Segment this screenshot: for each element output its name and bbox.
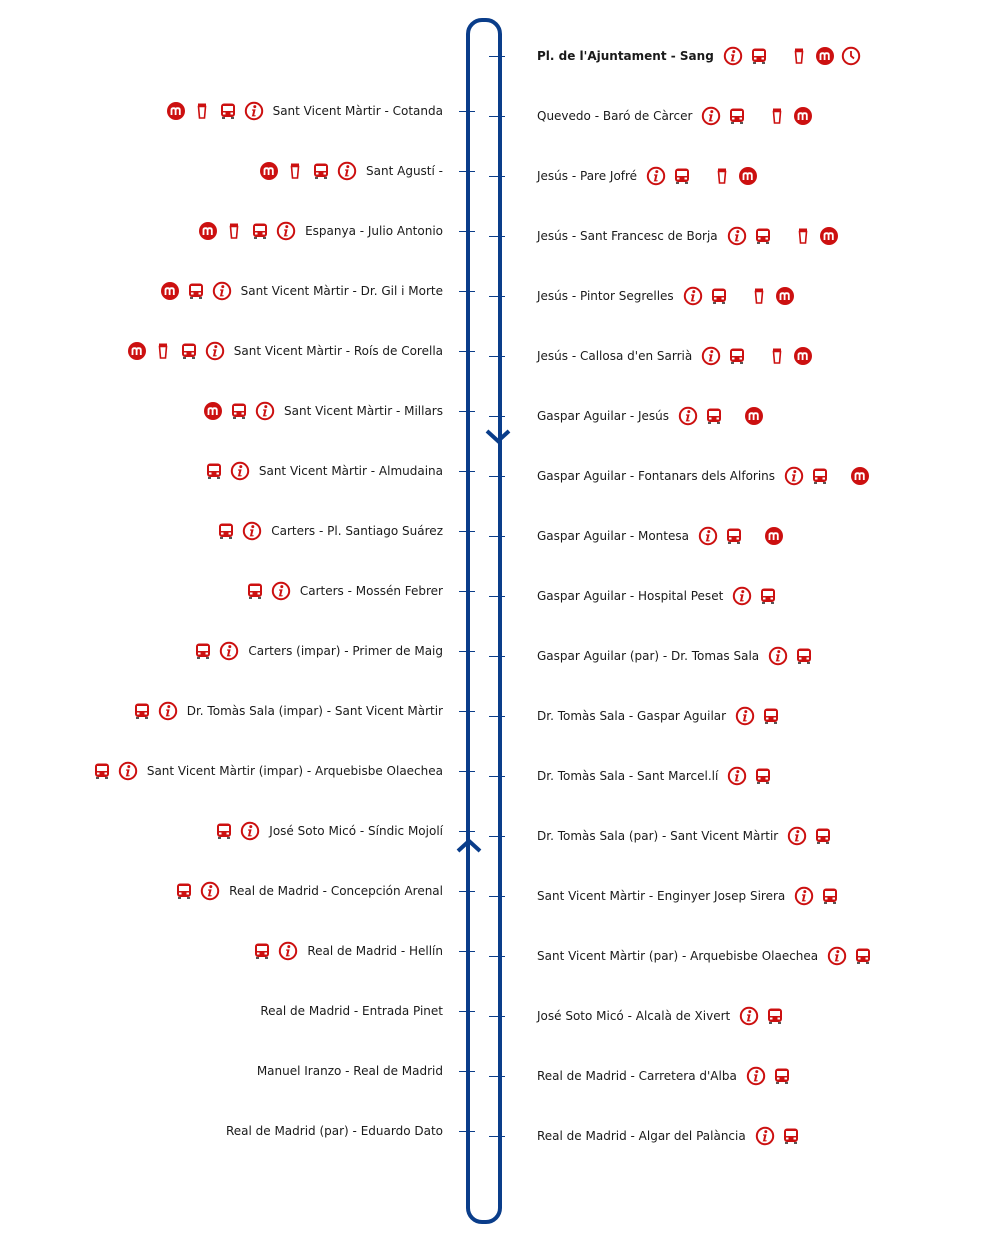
stop-item[interactable]	[171, 880, 443, 902]
metro-icon[interactable]	[775, 286, 795, 306]
info-icon[interactable]	[271, 581, 291, 601]
taxi-icon[interactable]	[749, 286, 769, 306]
metro-icon[interactable]	[203, 401, 223, 421]
bus-stop-icon[interactable]	[132, 701, 152, 721]
stop-tick	[489, 296, 505, 297]
info-icon[interactable]	[158, 701, 178, 721]
info-icon[interactable]	[768, 646, 788, 666]
stop-item[interactable]	[220, 1120, 443, 1142]
stop-tick	[459, 531, 475, 532]
info-icon[interactable]	[727, 766, 747, 786]
stop-item[interactable]	[537, 45, 864, 67]
stop-item[interactable]	[537, 345, 816, 367]
icon-spacer	[775, 46, 783, 66]
stop-services	[729, 586, 781, 606]
bus-stop-icon[interactable]	[186, 281, 206, 301]
info-icon[interactable]	[755, 1126, 775, 1146]
icon-spacer	[730, 406, 738, 426]
stop-name: Real de Madrid - Concepción Arenal	[229, 884, 443, 898]
stop-tick	[459, 651, 475, 652]
stop-services	[249, 941, 301, 961]
stop-item[interactable]	[124, 340, 443, 362]
stop-name: José Soto Micó - Síndic Mojolí	[269, 824, 443, 838]
stop-name: Real de Madrid - Hellín	[307, 944, 443, 958]
info-icon[interactable]	[678, 406, 698, 426]
stop-services	[89, 761, 141, 781]
stop-services	[784, 826, 836, 846]
stop-tick	[459, 1131, 475, 1132]
stop-services	[698, 106, 816, 126]
stop-name: Real de Madrid (par) - Eduardo Dato	[225, 1124, 443, 1138]
stop-services	[791, 886, 843, 906]
stop-item[interactable]	[537, 225, 842, 247]
stop-item[interactable]	[537, 465, 873, 487]
bus-stop-icon[interactable]	[727, 106, 747, 126]
info-icon[interactable]	[646, 166, 666, 186]
stop-item[interactable]	[195, 220, 443, 242]
info-icon[interactable]	[683, 286, 703, 306]
info-icon[interactable]	[276, 221, 296, 241]
info-icon[interactable]	[118, 761, 138, 781]
icon-spacer	[698, 166, 706, 186]
taxi-icon[interactable]	[153, 341, 173, 361]
stop-tick	[489, 836, 505, 837]
stop-item[interactable]	[537, 945, 876, 967]
bus-stop-icon[interactable]	[810, 466, 830, 486]
stop-tick	[489, 416, 505, 417]
stop-item[interactable]	[254, 1000, 443, 1022]
icon-spacer	[753, 346, 761, 366]
stop-name: Carters - Pl. Santiago Suárez	[271, 524, 443, 538]
stop-tick	[459, 291, 475, 292]
stop-services	[698, 346, 816, 366]
metro-icon[interactable]	[198, 221, 218, 241]
stop-services	[720, 46, 864, 66]
taxi-icon[interactable]	[789, 46, 809, 66]
stop-tick	[459, 591, 475, 592]
bus-stop-icon[interactable]	[709, 286, 729, 306]
stop-item[interactable]	[537, 705, 784, 727]
stop-name: Pl. de l'Ajuntament - Sang	[537, 49, 714, 63]
stop-item[interactable]	[211, 820, 443, 842]
stop-tick	[489, 596, 505, 597]
bus-stop-icon[interactable]	[761, 706, 781, 726]
info-icon[interactable]	[278, 941, 298, 961]
stop-item[interactable]	[537, 105, 816, 127]
info-icon[interactable]	[746, 1066, 766, 1086]
stop-name: Real de Madrid - Algar del Palància	[537, 1129, 746, 1143]
metro-icon[interactable]	[764, 526, 784, 546]
stop-item[interactable]	[537, 1065, 795, 1087]
stop-item[interactable]	[256, 160, 443, 182]
stop-services	[724, 766, 776, 786]
stop-name: Dr. Tomàs Sala - Sant Marcel.lí	[537, 769, 719, 783]
stop-tick	[489, 1136, 505, 1137]
stop-services	[124, 341, 228, 361]
stop-tick	[459, 471, 475, 472]
stop-services	[190, 641, 242, 661]
stop-item[interactable]	[537, 645, 817, 667]
metro-icon[interactable]	[738, 166, 758, 186]
stop-tick	[489, 716, 505, 717]
bus-stop-icon[interactable]	[794, 646, 814, 666]
stop-services	[824, 946, 876, 966]
stop-tick	[489, 356, 505, 357]
info-icon[interactable]	[787, 826, 807, 846]
metro-icon[interactable]	[166, 101, 186, 121]
info-icon[interactable]	[735, 706, 755, 726]
taxi-icon[interactable]	[793, 226, 813, 246]
stop-services	[213, 521, 265, 541]
icon-spacer	[735, 286, 743, 306]
stop-name: Dr. Tomàs Sala - Gaspar Aguilar	[537, 709, 727, 723]
stop-name: Espanya - Julio Antonio	[305, 224, 443, 238]
stop-item[interactable]	[537, 405, 767, 427]
info-icon[interactable]	[739, 1006, 759, 1026]
bus-stop-icon[interactable]	[252, 941, 272, 961]
metro-icon[interactable]	[160, 281, 180, 301]
bus-stop-icon[interactable]	[853, 946, 873, 966]
bus-stop-icon[interactable]	[92, 761, 112, 781]
stop-item[interactable]	[249, 940, 443, 962]
info-icon[interactable]	[827, 946, 847, 966]
taxi-icon[interactable]	[285, 161, 305, 181]
info-icon[interactable]	[200, 881, 220, 901]
stop-name: Gaspar Aguilar - Montesa	[537, 529, 689, 543]
stop-tick	[459, 351, 475, 352]
bus-stop-icon[interactable]	[727, 346, 747, 366]
bus-stop-icon[interactable]	[758, 586, 778, 606]
info-icon[interactable]	[732, 586, 752, 606]
stop-item[interactable]	[537, 1125, 804, 1147]
info-icon[interactable]	[337, 161, 357, 181]
bus-stop-icon[interactable]	[245, 581, 265, 601]
bus-stop-icon[interactable]	[765, 1006, 785, 1026]
stop-tick	[459, 891, 475, 892]
stop-services	[129, 701, 181, 721]
bus-stop-icon[interactable]	[218, 101, 238, 121]
bus-stop-icon[interactable]	[214, 821, 234, 841]
stop-tick	[489, 1016, 505, 1017]
bus-stop-icon[interactable]	[672, 166, 692, 186]
info-icon[interactable]	[727, 226, 747, 246]
taxi-icon[interactable]	[767, 346, 787, 366]
stop-name: Carters - Mossén Febrer	[299, 584, 443, 598]
info-icon[interactable]	[242, 521, 262, 541]
metro-icon[interactable]	[259, 161, 279, 181]
info-icon[interactable]	[205, 341, 225, 361]
stop-services	[643, 166, 761, 186]
metro-icon[interactable]	[127, 341, 147, 361]
stop-tick	[459, 951, 475, 952]
stop-tick	[489, 1076, 505, 1077]
bus-stop-icon[interactable]	[204, 461, 224, 481]
stop-item[interactable]	[537, 285, 798, 307]
stop-name: Sant Vicent Màrtir - Cotanda	[272, 104, 443, 118]
stop-tick	[459, 111, 475, 112]
stop-services	[724, 226, 842, 246]
info-icon[interactable]	[212, 281, 232, 301]
stop-name: Sant Vicent Màrtir (impar) - Arquebisbe Olaechea	[146, 764, 443, 778]
info-icon[interactable]	[784, 466, 804, 486]
bus-stop-icon[interactable]	[753, 226, 773, 246]
stop-item[interactable]	[213, 520, 443, 542]
stop-name: Jesús - Pintor Segrelles	[537, 289, 674, 303]
stop-services	[256, 161, 360, 181]
arrow-down-icon	[484, 426, 512, 446]
icon-spacer	[836, 466, 844, 486]
stop-name: Dr. Tomàs Sala (par) - Sant Vicent Màrtir	[537, 829, 779, 843]
stop-tick	[489, 776, 505, 777]
stop-tick	[489, 896, 505, 897]
stop-tick	[489, 116, 505, 117]
stop-services	[201, 461, 253, 481]
taxi-icon[interactable]	[767, 106, 787, 126]
stop-services	[171, 881, 223, 901]
stop-services	[752, 1126, 804, 1146]
stop-tick	[459, 1011, 475, 1012]
stop-services	[200, 401, 278, 421]
info-icon[interactable]	[219, 641, 239, 661]
bus-stop-icon[interactable]	[704, 406, 724, 426]
icon-spacer	[750, 526, 758, 546]
stop-tick	[489, 956, 505, 957]
stop-name: Gaspar Aguilar (par) - Dr. Tomas Sala	[537, 649, 760, 663]
info-icon[interactable]	[244, 101, 264, 121]
stop-services	[211, 821, 263, 841]
arrow-up-icon	[455, 836, 483, 856]
bus-stop-icon[interactable]	[250, 221, 270, 241]
stop-item[interactable]	[157, 280, 443, 302]
info-icon[interactable]	[255, 401, 275, 421]
stop-services	[732, 706, 784, 726]
stop-name: Real de Madrid - Carretera d'Alba	[537, 1069, 737, 1083]
stop-tick	[489, 236, 505, 237]
stop-name: Jesús - Sant Francesc de Borja	[537, 229, 718, 243]
stop-services	[743, 1066, 795, 1086]
stop-item[interactable]	[89, 760, 443, 782]
info-icon[interactable]	[240, 821, 260, 841]
taxi-icon[interactable]	[224, 221, 244, 241]
bus-stop-icon[interactable]	[724, 526, 744, 546]
info-icon[interactable]	[701, 346, 721, 366]
bus-stop-icon[interactable]	[813, 826, 833, 846]
stop-services	[680, 286, 798, 306]
metro-icon[interactable]	[793, 106, 813, 126]
stop-name: Jesús - Callosa d'en Sarrià	[537, 349, 693, 363]
stop-services	[675, 406, 767, 426]
stop-name: Carters (impar) - Primer de Maig	[248, 644, 443, 658]
bus-stop-icon[interactable]	[772, 1066, 792, 1086]
stop-item[interactable]	[251, 1060, 443, 1082]
bus-stop-icon[interactable]	[749, 46, 769, 66]
stop-tick	[489, 656, 505, 657]
stop-name: Sant Vicent Màrtir - Millars	[284, 404, 443, 418]
metro-icon[interactable]	[793, 346, 813, 366]
stop-tick	[459, 1071, 475, 1072]
stop-item[interactable]	[537, 585, 781, 607]
stop-item[interactable]	[163, 100, 443, 122]
metro-icon[interactable]	[850, 466, 870, 486]
stop-name: Manuel Iranzo - Real de Madrid	[256, 1064, 443, 1078]
bus-stop-icon[interactable]	[216, 521, 236, 541]
stop-item[interactable]	[242, 580, 443, 602]
bus-stop-icon[interactable]	[174, 881, 194, 901]
stop-item[interactable]	[129, 700, 443, 722]
stop-tick	[459, 711, 475, 712]
bus-stop-icon[interactable]	[753, 766, 773, 786]
stop-services	[765, 646, 817, 666]
metro-icon[interactable]	[815, 46, 835, 66]
bus-stop-icon[interactable]	[820, 886, 840, 906]
bus-stop-icon[interactable]	[179, 341, 199, 361]
clock-icon[interactable]	[841, 46, 861, 66]
stop-tick	[489, 56, 505, 57]
stop-name: Sant Vicent Màrtir - Roís de Corella	[233, 344, 443, 358]
stop-item[interactable]	[190, 640, 443, 662]
stop-name: Sant Vicent Màrtir - Enginyer Josep Sirera	[537, 889, 786, 903]
stop-tick	[489, 536, 505, 537]
taxi-icon[interactable]	[192, 101, 212, 121]
stop-services	[163, 101, 267, 121]
stop-tick	[459, 771, 475, 772]
route-line	[466, 18, 502, 1224]
stop-tick	[459, 831, 475, 832]
stop-name: Sant Agustí -	[366, 164, 443, 178]
stop-item[interactable]	[537, 165, 761, 187]
bus-stop-icon[interactable]	[229, 401, 249, 421]
bus-stop-icon[interactable]	[193, 641, 213, 661]
stop-tick	[459, 171, 475, 172]
stop-name: Quevedo - Baró de Càrcer	[537, 109, 693, 123]
stop-services	[157, 281, 235, 301]
stop-tick	[489, 176, 505, 177]
stop-tick	[459, 231, 475, 232]
icon-spacer	[753, 106, 761, 126]
stop-item[interactable]	[537, 525, 787, 547]
metro-icon[interactable]	[819, 226, 839, 246]
stop-name: Jesús - Pare Jofré	[537, 169, 638, 183]
stop-tick	[489, 476, 505, 477]
stop-name: Gaspar Aguilar - Jesús	[537, 409, 669, 423]
bus-stop-icon[interactable]	[781, 1126, 801, 1146]
stop-services	[781, 466, 873, 486]
stop-item[interactable]	[537, 825, 836, 847]
stop-services	[195, 221, 299, 241]
stop-item[interactable]	[537, 765, 776, 787]
stop-name: Real de Madrid - Entrada Pinet	[260, 1004, 443, 1018]
stop-item[interactable]	[201, 460, 443, 482]
info-icon[interactable]	[701, 106, 721, 126]
stop-name: Dr. Tomàs Sala (impar) - Sant Vicent Màrtir	[186, 704, 443, 718]
stop-services	[695, 526, 787, 546]
stop-name: José Soto Micó - Alcalà de Xivert	[537, 1009, 731, 1023]
stop-item[interactable]	[200, 400, 443, 422]
stop-item[interactable]	[537, 1005, 788, 1027]
icon-spacer	[779, 226, 787, 246]
stop-services	[242, 581, 294, 601]
info-icon[interactable]	[230, 461, 250, 481]
info-icon[interactable]	[794, 886, 814, 906]
stop-name: Sant Vicent Màrtir (par) - Arquebisbe Olaechea	[537, 949, 819, 963]
stop-name: Gaspar Aguilar - Fontanars dels Alforins	[537, 469, 776, 483]
info-icon[interactable]	[698, 526, 718, 546]
stop-services	[736, 1006, 788, 1026]
taxi-icon[interactable]	[712, 166, 732, 186]
metro-icon[interactable]	[744, 406, 764, 426]
stop-name: Sant Vicent Màrtir - Dr. Gil i Morte	[240, 284, 443, 298]
info-icon[interactable]	[723, 46, 743, 66]
bus-stop-icon[interactable]	[311, 161, 331, 181]
stop-tick	[459, 411, 475, 412]
stop-name: Gaspar Aguilar - Hospital Peset	[537, 589, 724, 603]
stop-name: Sant Vicent Màrtir - Almudaina	[258, 464, 443, 478]
stop-item[interactable]	[537, 885, 843, 907]
